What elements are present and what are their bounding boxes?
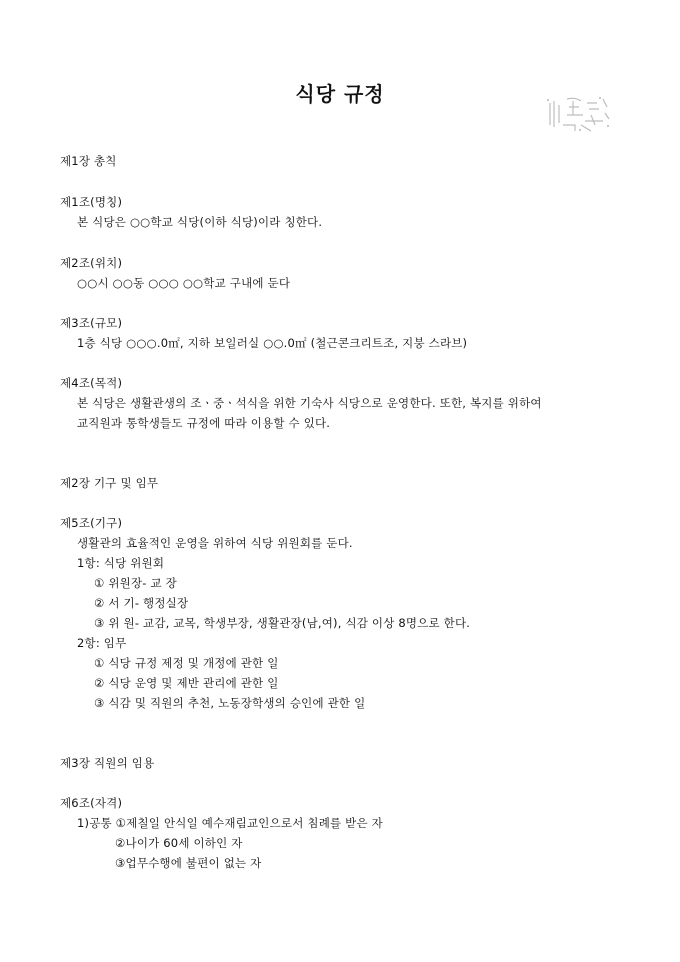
article-6-common-item-1: 1)공통 ①제칠일 안식일 예수재림교인으로서 침례를 받은 자 — [77, 816, 383, 830]
article-1-text: 본 식당은 ○○학교 식당(이하 식당)이라 칭한다. — [77, 215, 323, 229]
clause-1-item-2: ② 서 기- 행정실장 — [94, 596, 189, 610]
article-2-heading: 제2조(위치) — [60, 256, 123, 270]
article-4-heading: 제4조(목적) — [60, 376, 123, 390]
article-4-text-line1: 본 식당은 생활관생의 조ㆍ중ㆍ석식을 위한 기숙사 식당으로 운영한다. 또한, 복지를 위하여 — [77, 396, 542, 410]
clause-1-item-3: ③ 위 원- 교감, 교목, 학생부장, 생활관장(남,여), 식감 이상 8명으로 한다. — [94, 616, 471, 630]
chapter-2-heading: 제2장 기구 및 임무 — [60, 476, 159, 490]
article-2-text: ○○시 ○○동 ○○○ ○○학교 구내에 둔다 — [77, 276, 291, 290]
article-6-heading: 제6조(자격) — [60, 796, 123, 810]
article-1-heading: 제1조(명칭) — [60, 195, 123, 209]
chapter-1-heading: 제1장 총칙 — [60, 154, 117, 168]
clause-2-item-3: ③ 식감 및 직원의 추천, 노동장학생의 승인에 관한 일 — [94, 696, 366, 710]
article-5-clause-1: 1항: 식당 위원회 — [77, 556, 165, 570]
article-6-common-item-3: ③업무수행에 불편이 없는 자 — [115, 856, 262, 870]
article-3-heading: 제3조(규모) — [60, 316, 123, 330]
article-6-common-item-2: ②나이가 60세 이하인 자 — [115, 836, 243, 850]
article-5-clause-2: 2항: 임무 — [77, 636, 127, 650]
article-5-heading: 제5조(기구) — [60, 516, 123, 530]
article-5-text: 생활관의 효율적인 운영을 위하여 식당 위원회를 둔다. — [77, 536, 353, 550]
official-seal-icon — [545, 95, 613, 133]
clause-1-item-1: ① 위원장- 교 장 — [94, 576, 177, 590]
chapter-3-heading: 제3장 직원의 임용 — [60, 756, 155, 770]
article-3-text: 1층 식당 ○○○.0㎡, 지하 보일러실 ○○.0㎡ (철근콘크리트조, 지붕 스라브) — [77, 336, 468, 350]
clause-2-item-2: ② 식당 운영 및 제반 관리에 관한 일 — [94, 676, 279, 690]
clause-2-item-1: ① 식당 규정 제정 및 개정에 관한 일 — [94, 656, 279, 670]
article-4-text-line2: 교직원과 통학생들도 규정에 따라 이용할 수 있다. — [77, 416, 331, 430]
document-title: 식당 규정 — [295, 82, 385, 106]
